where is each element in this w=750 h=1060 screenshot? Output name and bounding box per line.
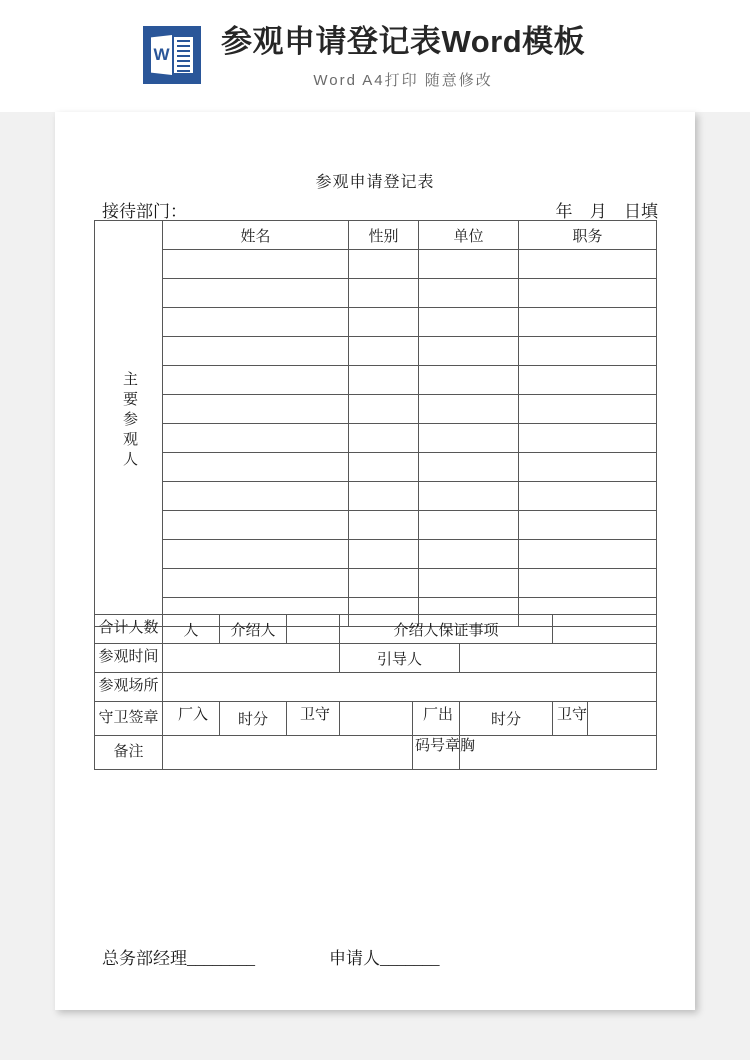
cell-gender[interactable] [349, 279, 419, 308]
doc-line [177, 50, 190, 52]
table-row[interactable] [95, 250, 657, 279]
remarks-row [95, 736, 657, 770]
cell-position[interactable] [519, 337, 657, 366]
guide-label-cell: 引导人 [340, 644, 460, 673]
visit-time-value-cell[interactable] [163, 644, 340, 673]
cell-name[interactable] [163, 453, 349, 482]
date-fill-label [556, 197, 659, 222]
cell-gender[interactable] [349, 395, 419, 424]
cell-gender[interactable] [349, 569, 419, 598]
remarks-label-cell [95, 736, 163, 770]
visit-time-label-cell [95, 644, 163, 673]
total-count-label-cell [95, 615, 163, 644]
cell-name[interactable] [163, 250, 349, 279]
visitor-section-header [95, 221, 163, 627]
cell-name[interactable] [163, 337, 349, 366]
introducer-value-cell[interactable] [287, 615, 340, 644]
cell-gender[interactable] [349, 453, 419, 482]
cell-name[interactable] [163, 308, 349, 337]
table-row[interactable] [95, 511, 657, 540]
cell-unit[interactable] [419, 337, 519, 366]
visit-place-label-cell [95, 673, 163, 702]
introducer-guarantee-value-cell[interactable] [553, 615, 657, 644]
cell-position[interactable] [519, 453, 657, 482]
doc-line [177, 70, 190, 72]
cell-position[interactable] [519, 279, 657, 308]
cell-position[interactable] [519, 424, 657, 453]
cell-gender[interactable] [349, 366, 419, 395]
date-month-label: 月 [589, 202, 607, 221]
manager-signature-label: 总务部经理 [102, 949, 187, 968]
badge-number-label: 胸章号码 [413, 736, 474, 764]
cell-name[interactable] [163, 279, 349, 308]
cell-unit[interactable] [419, 366, 519, 395]
cell-position[interactable] [519, 366, 657, 395]
word-icon [143, 26, 201, 84]
cell-position[interactable] [519, 395, 657, 424]
column-header-unit: 单位 [419, 221, 519, 250]
cell-position[interactable] [519, 308, 657, 337]
column-header-name: 姓名 [163, 221, 349, 250]
visit-time-label: 参观时间 [98, 649, 159, 666]
badge-number-value-cell[interactable] [460, 736, 657, 770]
applicant-signature-line[interactable]: _______ [380, 949, 440, 968]
cell-unit[interactable] [419, 540, 519, 569]
doc-line [177, 45, 190, 47]
guard-in-signature-cell[interactable] [340, 702, 413, 736]
guard-out-label-cell [553, 702, 588, 736]
guard-in-label-cell [287, 702, 340, 736]
visitor-section-label: 主要参观人 [121, 371, 137, 471]
visit-place-row [95, 673, 657, 702]
cell-position[interactable] [519, 482, 657, 511]
table-row[interactable] [95, 395, 657, 424]
guard-out-signature-cell[interactable] [588, 702, 657, 736]
date-year-label: 年 [555, 202, 573, 221]
cell-unit[interactable] [419, 482, 519, 511]
cell-position[interactable] [519, 540, 657, 569]
doc-line [177, 65, 190, 67]
cell-gender[interactable] [349, 424, 419, 453]
cell-unit[interactable] [419, 279, 519, 308]
applicant-signature-block [329, 944, 440, 969]
guard-signature-row [95, 702, 657, 736]
manager-signature-block [102, 944, 255, 969]
details-table-body [95, 615, 657, 770]
header-title: 参观申请登记表Word模板 [221, 24, 586, 59]
introducer-guarantee-label-cell: 介绍人保证事项 [340, 615, 553, 644]
cell-gender[interactable] [349, 250, 419, 279]
cell-gender[interactable] [349, 540, 419, 569]
visit-place-label: 参观场所 [98, 678, 159, 695]
cell-unit[interactable] [419, 395, 519, 424]
guard-sign-label: 守卫签章 [98, 709, 159, 726]
doc-line [177, 40, 190, 42]
table-row[interactable] [95, 482, 657, 511]
table-row[interactable] [95, 569, 657, 598]
document-title: 参观申请登记表 [315, 174, 435, 191]
visit-place-value-cell[interactable] [163, 673, 657, 702]
table-body [95, 221, 657, 627]
visit-details-table [94, 614, 657, 770]
cell-name[interactable] [163, 482, 349, 511]
cell-gender[interactable] [349, 511, 419, 540]
visit-time-row [95, 644, 657, 673]
cell-unit[interactable] [419, 453, 519, 482]
cell-unit[interactable] [419, 308, 519, 337]
column-header-gender: 性别 [349, 221, 419, 250]
guard-in-label: 守卫 [298, 706, 329, 726]
page-header [0, 0, 750, 112]
exit-factory-label-cell [413, 702, 460, 736]
remarks-label: 备注 [113, 743, 144, 760]
remarks-value-cell[interactable] [163, 736, 413, 770]
header-text-block [221, 24, 585, 90]
total-count-row [95, 615, 657, 644]
document-meta-row [102, 197, 658, 222]
cell-unit[interactable] [419, 424, 519, 453]
cell-name[interactable] [163, 511, 349, 540]
time-out-label-cell[interactable]: 时分 [460, 702, 553, 736]
table-row[interactable] [95, 366, 657, 395]
time-in-label-cell[interactable]: 时分 [220, 702, 287, 736]
cell-unit[interactable] [419, 250, 519, 279]
cell-name[interactable] [163, 569, 349, 598]
doc-line [177, 55, 190, 57]
table-row[interactable] [95, 453, 657, 482]
badge-number-label-cell [413, 736, 474, 770]
introducer-label-cell: 介绍人 [220, 615, 287, 644]
enter-factory-label: 入厂 [176, 706, 207, 726]
cell-unit[interactable] [419, 569, 519, 598]
word-icon-document-lines [174, 37, 193, 73]
table-header-row [95, 221, 657, 250]
header-content [143, 24, 585, 90]
cell-position[interactable] [519, 569, 657, 598]
cell-position[interactable] [519, 250, 657, 279]
column-header-position: 职务 [519, 221, 657, 250]
table-row[interactable] [95, 337, 657, 366]
guard-sign-label-cell [95, 702, 163, 736]
cell-name[interactable] [163, 424, 349, 453]
reception-department-label: 接待部门： [102, 202, 187, 221]
table-row[interactable] [95, 308, 657, 337]
cell-name[interactable] [163, 395, 349, 424]
cell-gender[interactable] [349, 482, 419, 511]
cell-name[interactable] [163, 366, 349, 395]
cell-gender[interactable] [349, 308, 419, 337]
guide-value-cell[interactable] [460, 644, 657, 673]
exit-factory-label: 出厂 [421, 706, 452, 726]
total-count-label: 合计人数 [98, 620, 159, 637]
word-icon-letter: W [153, 45, 170, 64]
document-page [55, 112, 695, 1010]
visit-application-table [94, 220, 657, 627]
guard-out-label: 守卫 [555, 706, 587, 726]
manager-signature-line[interactable]: ________ [187, 949, 255, 968]
doc-line [177, 60, 190, 62]
cell-name[interactable] [163, 540, 349, 569]
table-row[interactable] [95, 540, 657, 569]
table-row[interactable] [95, 424, 657, 453]
cell-position[interactable] [519, 511, 657, 540]
header-subtitle: Word A4打印 随意修改 [313, 72, 493, 89]
table-row[interactable] [95, 279, 657, 308]
total-count-value-cell[interactable]: 人 [163, 615, 220, 644]
cell-gender[interactable] [349, 337, 419, 366]
date-day-label: 日填 [624, 202, 658, 221]
cell-unit[interactable] [419, 511, 519, 540]
applicant-signature-label: 申请人 [329, 949, 380, 968]
enter-factory-label-cell [163, 702, 220, 736]
